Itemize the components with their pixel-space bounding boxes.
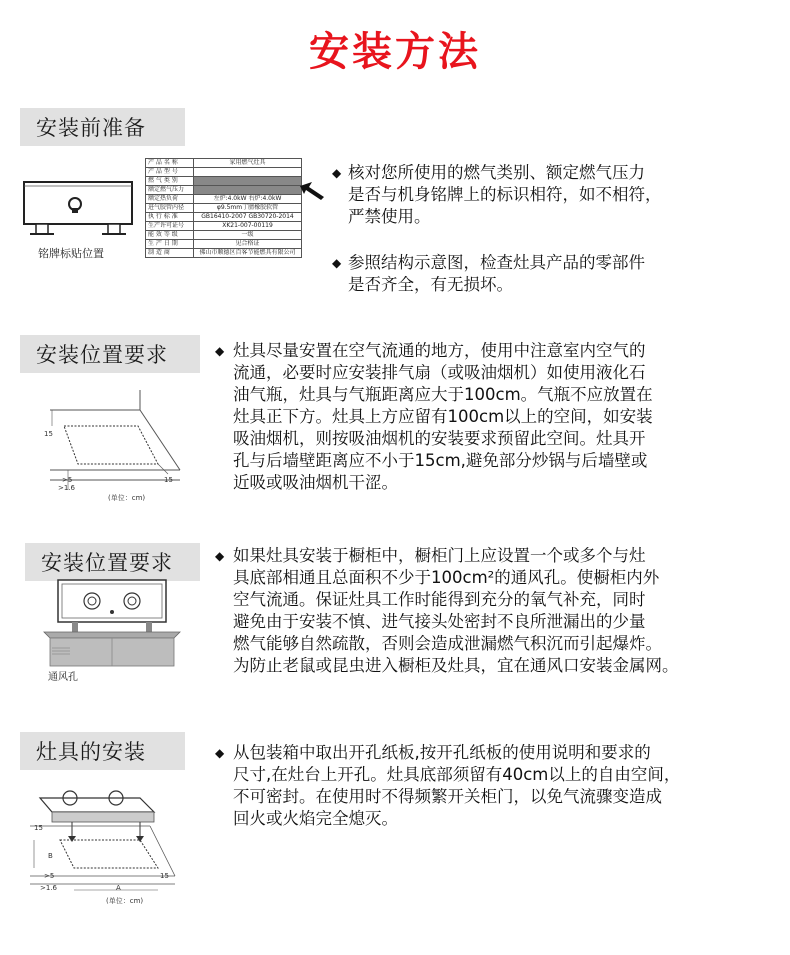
bullet-diamond-icon: ◆ <box>215 746 225 760</box>
nameplate-table <box>145 158 302 258</box>
bullet-diamond-icon: ◆ <box>332 256 342 270</box>
unit-label: (单位：cm) <box>106 897 144 905</box>
nameplate-row: 执 行 标 准 GB16410-2007 GB30720-2014 <box>146 213 302 222</box>
dimension-label: 15 <box>44 430 53 438</box>
paragraph-line: 不可密封。在使用时不得频繁开关柜门，以免气流骤变造成 <box>233 787 662 806</box>
paragraph-line: 核对您所使用的燃气类别、额定燃气压力 <box>348 163 645 182</box>
paragraph-line: 灶具尽量安置在空气流通的地方，使用中注意室内空气的 <box>233 341 646 360</box>
section-tab-cabinet: 安装位置要求 <box>25 543 200 581</box>
paragraph-line: 空气流通。保证灶具工作时能得到充分的氧气补充，同时 <box>233 590 646 609</box>
nameplate-position-caption: 铭牌标贴位置 <box>38 247 104 260</box>
stove-front-illustration <box>22 180 137 246</box>
nameplate-row: 额定热负荷 左炉:4.0kW 右炉:4.0kW <box>146 195 302 204</box>
bullet-paragraph <box>215 340 653 494</box>
unit-label: (单位：cm) <box>108 494 146 502</box>
paragraph-line: 回火或火焰完全熄灭。 <box>233 809 398 828</box>
paragraph-line: 孔与后墙壁距离应不小于15cm,避免部分炒锅与后墙壁或 <box>233 451 648 470</box>
paragraph-line: 参照结构示意图，检查灶具产品的零部件 <box>348 253 645 272</box>
paragraph-line: 如果灶具安装于橱柜中，橱柜门上应设置一个或多个与灶 <box>233 546 646 565</box>
paragraph-line: 严禁使用。 <box>348 207 431 226</box>
dimension-label: B <box>48 852 53 860</box>
paragraph-line: 具底部相通且总面积不少于100cm²的通风孔。使橱柜内外 <box>233 568 660 587</box>
bullet-diamond-icon: ◆ <box>215 549 225 563</box>
bullet-paragraph <box>215 545 679 677</box>
arrow-icon <box>298 180 326 202</box>
dimension-label: >5 <box>44 872 55 880</box>
cabinet-diagram <box>42 578 182 668</box>
paragraph-line: 为防止老鼠或昆虫进入橱柜及灶具，宜在通风口安装金属网。 <box>233 656 679 675</box>
nameplate-row: 制 造 商 佛山市顺德区百客节能燃具有限公司 <box>146 249 302 258</box>
nameplate-row: 进气胶管内径 φ9.5mm丁腈橡胶软管 <box>146 204 302 213</box>
dimension-label: >1.6 <box>40 884 57 892</box>
paragraph-line: 吸油烟机，则按吸油烟机的安装要求预留此空间。灶具开 <box>233 429 646 448</box>
paragraph-line: 油气瓶，灶具与气瓶距离应大于100cm。气瓶不应放置在 <box>233 385 653 404</box>
section-tab-installation: 灶具的安装 <box>20 732 185 770</box>
dimension-label: 15 <box>160 872 169 880</box>
bullet-paragraph <box>332 162 662 228</box>
paragraph-line: 近吸或吸油烟机干涩。 <box>233 473 398 492</box>
nameplate-row: 燃 气 类 别 <box>146 177 302 186</box>
vent-caption: 通风孔 <box>48 672 78 683</box>
bullet-paragraph <box>332 252 645 296</box>
dimension-label: >5 <box>62 476 73 484</box>
section-tab-preparation: 安装前准备 <box>20 108 185 146</box>
nameplate-row: 额定燃气压力 <box>146 186 302 195</box>
dimension-label: 15 <box>164 476 173 484</box>
nameplate-row: 生 产 日 期 见合格证 <box>146 240 302 249</box>
dimension-label: A <box>116 884 121 892</box>
paragraph-line: 尺寸,在灶台上开孔。灶具底部须留有40cm以上的自由空间， <box>233 765 681 784</box>
dimension-label: 15 <box>34 824 43 832</box>
paragraph-line: 是否与机身铭牌上的标识相符，如不相符， <box>348 185 662 204</box>
paragraph-line: 避免由于安装不慎、进气接头处密封不良所泄漏出的少量 <box>233 612 646 631</box>
nameplate-row: 能 效 等 级 一级 <box>146 231 302 240</box>
bullet-paragraph <box>215 742 680 830</box>
dimension-label: >1.6 <box>58 484 75 492</box>
bullet-diamond-icon: ◆ <box>215 344 225 358</box>
section-tab-location: 安装位置要求 <box>20 335 200 373</box>
nameplate-row: 产 品 名 称 家用燃气灶具 <box>146 159 302 168</box>
page-title: 安装方法 <box>309 29 481 75</box>
nameplate-row: 生产许可证号 XK21-007-00119 <box>146 222 302 231</box>
paragraph-line: 灶具正下方。灶具上方应留有100cm以上的空间，如安装 <box>233 407 653 426</box>
paragraph-line: 流通，必要时应安装排气扇（或吸油烟机）如使用液化石 <box>233 363 646 382</box>
paragraph-line: 从包装箱中取出开孔纸板,按开孔纸板的使用说明和要求的 <box>233 743 651 762</box>
paragraph-line: 燃气能够自然疏散，否则会造成泄漏燃气积沉而引起爆炸。 <box>233 634 662 653</box>
nameplate-row: 产 品 型 号 <box>146 168 302 177</box>
bullet-diamond-icon: ◆ <box>332 166 342 180</box>
paragraph-line: 是否齐全，有无损坏。 <box>348 275 513 294</box>
